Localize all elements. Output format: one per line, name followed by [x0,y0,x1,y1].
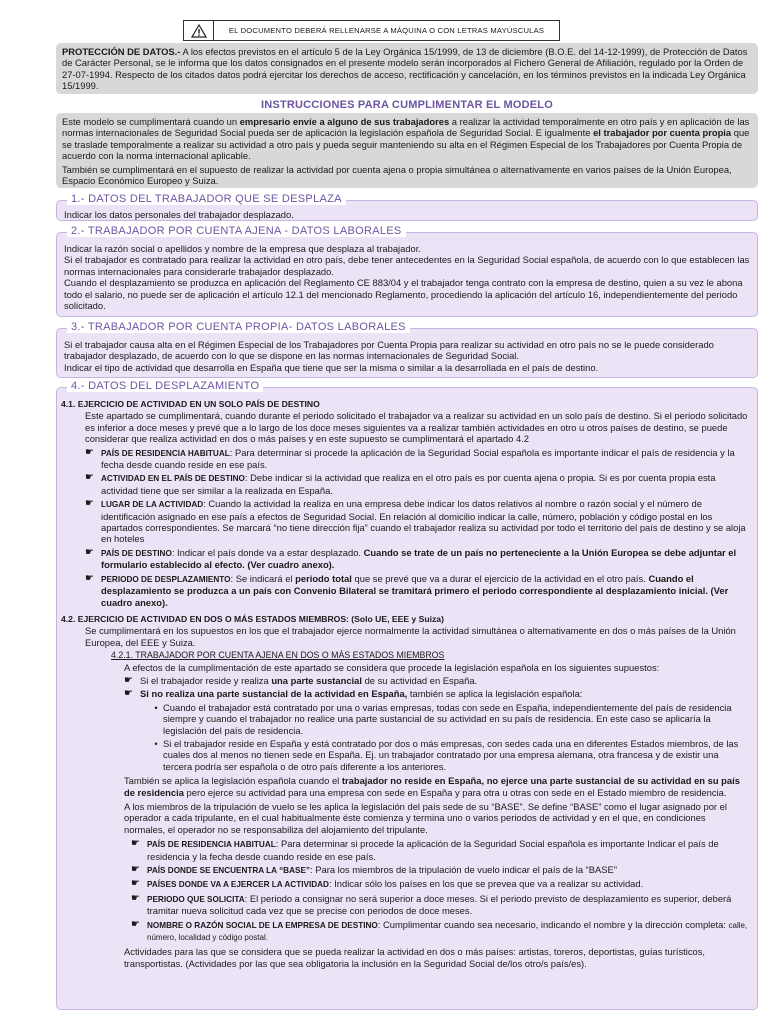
item-label: PAÍS DONDE SE ENCUENTRA LA “BASE” [147,866,311,876]
top-notice-text: EL DOCUMENTO DEBERÁ RELLENARSE A MÁQUINA O CON LETRAS MAYÚSCULAS [228,25,545,35]
item-text: : Para los miembros de la tripulación de vuelo indicar el país de la “BASE” [310,864,617,876]
instructions-paragraph-2: También se cumplimentará en el supuesto de realizar la actividad por cuenta ajena o propia simultánea o alternativamente en varios países de la Unión Europea, Espacio Económico Europeo y Suiza. [62,163,732,187]
item-text: : Debe indicar si la actividad que realiza en el otro país es por cuenta ajena o propia. Si es por cuenta propia esta actividad tiene que ser similar a la realizada en España. [101,472,716,496]
pointing-hand-icon: ☛ [85,498,94,510]
item-text: : Se indicará el [230,572,296,584]
list-item [131,878,749,890]
data-protection-box [56,43,758,94]
pointing-hand-icon: ☛ [124,674,133,686]
item-text: : Para determinar si procede la aplicación de la Seguridad Social española es importante Indicar el país de residencia y la fecha desde cuando reside en ese país. [147,838,719,862]
list-item [124,688,749,699]
pointing-hand-icon: ☛ [131,864,140,876]
section-3 [56,321,758,378]
instr-bold: el trabajador por cuenta propia [593,127,732,139]
pointing-hand-icon: ☛ [131,838,140,850]
item-label: PAÍS DE RESIDENCIA HABITUAL [101,448,230,458]
item-text: Si el trabajador reside y realiza [140,674,272,686]
instructions-title: INSTRUCCIONES PARA CUMPLIMENTAR EL MODELO [261,99,553,111]
para-bold: trabajador no reside en España, no ejerce una parte sustancial de su actividad en su país de residencia [124,775,740,798]
bullet-item [149,738,749,772]
section-2-paragraph: Si el trabajador es contratado para realizar la actividad en otro país, debe tener antecedentes en la Seguridad Social española, de acuerdo con lo que establecen las normas internacionales para considerarle trabajador desplazado. [64,254,750,277]
flight-crew-paragraph: A los miembros de la tripulación de vuelo se les aplica la legislación del país sede de su “BASE”. Se define “BASE” como el lugar asignado por el operador a cada tripulante, en el cual habitualmente éste comienza y termina uno o varios periodos de actividad y en el que, en condiciones normales, el operador no se responsabiliza del alojamiento del tripulante. [124,801,727,835]
para-text: También se aplica la legislación española cuando el [124,775,342,787]
data-protection-text: A los efectos previstos en el artículo 5 de la Ley Orgánica 15/1999, de 13 de diciembre (B.O.E. del 14-12-1999), de Protección de Datos de Carácter Personal, se le informa que los datos consignados en el presente modelo serán incorporados al Fichero General de Afiliación, regulado por la Orden de 27-07-1994. Respecto de los citados datos podrá ejercitar los derechos de acceso, rectificación y cancelación, en los términos previstos en la indicada Ley Orgánica 15/1999. [62,46,748,92]
instr-text: que se traslade temporalmente a realizar su actividad a otro país y pueda seguir manteniendo su alta en el Régimen Especial de los Trabajadores por Cuenta Propia de acuerdo con la norma internacional aplicable. [62,127,750,162]
item-text: : Para determinar si procede la aplicación de la Seguridad Social española es importante indicar el país de residencia y la fecha desde cuando reside en ese país. [101,446,735,471]
subsection-4-1-title: 4.1. EJERCICIO DE ACTIVIDAD EN UN SOLO PAÍS DE DESTINO [61,399,320,409]
pointing-hand-icon: ☛ [85,572,94,584]
item-label: PAÍS DE DESTINO [101,548,172,558]
section-3-paragraph: Si el trabajador causa alta en el Régimen Especial de los Trabajadores por Cuenta Propia para realizar su actividad en otro país no se le puede considerado trabajador desplazado, de acuerdo con lo que se dispone en las normas internacionales de Seguridad Social. [64,339,714,362]
item-text: : Indicar sólo los países en los que se prevea que va a realizar su actividad. [328,878,644,890]
section-1-text: Indicar los datos personales del trabajador desplazado. [64,209,294,220]
pointing-hand-icon: ☛ [124,688,133,700]
section-3-title: 3.- TRABAJADOR POR CUENTA PROPIA- DATOS LABORALES [67,322,410,333]
data-protection-title: PROTECCIÓN DE DATOS.- [62,46,181,57]
item-bold: una parte sustancial [271,674,362,686]
bullet-icon: • [154,737,158,749]
warning-icon [184,21,214,40]
pointing-hand-icon: ☛ [131,918,140,930]
list-item [85,573,749,608]
list-item [131,893,749,917]
item-text: que se prevé que va a durar el ejercicio de la actividad en el otro país. [351,572,649,584]
section-2 [56,225,758,317]
final-paragraph: Actividades para las que se considera que se pueda realizar la actividad en dos o más países: artistas, toreros, deportistas, guías turísticos, transportistas. (Actividades por las que sea obligatoria la inclusión en la Seguridad Social de/los otro/s país/es). [124,946,706,969]
list-item [85,547,749,571]
top-notice-bar [183,20,560,41]
section-4-title: 4.- DATOS DEL DESPLAZAMIENTO [67,381,263,392]
list-item [131,838,749,862]
item-text: de su actividad en España. [361,674,478,686]
item-text: : Indicar el país donde va a estar desplazado. [171,546,364,558]
item-label: PERIODO DE DESPLAZAMIENTO [101,574,231,584]
item-label: PAÍS DE RESIDENCIA HABITUAL [147,840,276,850]
list-item [131,864,749,876]
also-applies-paragraph [61,775,749,798]
section-3-paragraph: Indicar el tipo de actividad que desarrolla en España que tiene que ser la misma o similar a la desarrollada en el país de destino. [64,361,599,373]
section-2-title: 2.- TRABAJADOR POR CUENTA AJENA - DATOS LABORALES [67,226,406,237]
section-1-title: 1.- DATOS DEL TRABAJADOR QUE SE DESPLAZA [67,194,346,205]
subsection-4-2-title: 4.2. EJERCICIO DE ACTIVIDAD EN DOS O MÁS ESTADOS MIEMBROS: (Solo UE, EEE y Suiza) [61,613,444,624]
item-text: : El periodo a consignar no será superior a doce meses. Si el periodo previsto de desplazamiento es superior, deberá tramitar nueva solicitud cada vez que se precise con periodos de doce meses. [147,892,732,917]
item-label: PAÍSES DONDE VA A EJERCER LA ACTIVIDAD [147,880,329,890]
flight-crew-list [61,838,749,943]
subsection-4-2-1-title: 4.2.1. TRABAJADOR POR CUENTA AJENA EN DOS O MÁS ESTADOS MIEMBROS [111,650,445,661]
bullet-icon: • [154,701,158,713]
bullet-text: Cuando el trabajador está contratado por una o varias empresas, todas con sede en España, independientemente del país de residencia siempre y cuando el trabajador no realice una parte sustancial de su actividad en su país de residencia. En este caso se aplicaría la legislación del país de residencia. [163,701,732,736]
list-item [85,498,749,545]
para-text: pero ejerce su actividad para una empresa con sede en España y para otra u otras con sede en el Estado miembro de residencia. [183,786,727,798]
subsection-4-2-1-text: A efectos de la cumplimentación de este apartado se considera que procede la legislación española en los siguientes supuestos: [124,661,660,673]
subsection-4-2-text: Se cumplimentará en los supuestos en los que el trabajador ejerce normalmente la actividad simultánea o alternativamente en dos o más países de la Unión Europea, del EEE y Suiza. [85,625,736,648]
section-4 [56,380,758,1010]
bullet-text: Si el trabajador reside en España y está contratado por dos o más empresas, con sedes cada una en diferentes Estados miembros, de las cuales dos al menos no tienen sede en España. Ej. un trabajador contratado por una empresa alemana, otra francesa y de existir una tercera podría ser española o de otro país diferente a los anteriores. [163,737,739,772]
pointing-hand-icon: ☛ [131,892,140,904]
subsection-4-1-text: Este apartado se cumplimentará, cuando durante el periodo solicitado el trabajador va a realizar su actividad en un solo país de destino. Si el periodo solicitado es inferior a doce meses y prevé que a lo largo de los doce meses siguientes va a realizar también actividades en otro u otros países de destino, se puede considerar que realiza actividad en dos o más países y en este supuesto se cumplimentará el apartado 4.2 [85,410,748,445]
item-label: PERIODO QUE SOLICITA [147,894,245,904]
bullet-item [149,702,749,736]
section-1 [56,193,758,221]
instr-text: Este modelo se cumplimentará cuando un [62,116,240,127]
item-bold: periodo total [295,572,352,584]
item-text: también se aplica la legislación española: [407,688,583,700]
instructions-box [56,113,758,188]
instr-text: a realizar la actividad temporalmente en otro país y en aplicación de las normas internacionales de Seguridad Social pueda ser de aplicación la legislación española de Seguridad Social. E igualmente [62,116,750,139]
pointing-hand-icon: ☛ [131,878,140,890]
list-item [124,675,749,686]
item-label: ACTIVIDAD EN EL PAÍS DE DESTINO [101,474,245,484]
item-bold-note: Cuando se trate de un país no perteneciente a la Unión Europea se debe adjuntar el formulario establecido al efecto. (Ver cuadro anexo). [101,546,737,571]
section-2-paragraph: Indicar la razón social o apellidos y nombre de la empresa que desplaza al trabajador. [64,243,421,254]
section-2-paragraph: Cuando el desplazamiento se produzca en aplicación del Reglamento CE 883/04 y el trabajador tenga contrato con la empresa de destino, quien a su vez le abona todo el salario, no puede ser de aplicación el artículo 12.1 del mencionado Reglamento, procediendo la aplicación del artículo 16, independientemente del periodo solicitado. [64,277,743,312]
pointing-hand-icon: ☛ [85,446,94,458]
pointing-hand-icon: ☛ [85,472,94,484]
item-bold-note: Cuando el desplazamiento se produzca a un país con Convenio Bilateral se tramitará primero el periodo correspondiente al desplazamiento inicial. (Ver cuadro anexo). [101,572,729,608]
item-label: LUGAR DE LA ACTIVIDAD [101,500,204,510]
instr-bold: empresario envíe a alguno de sus trabajadores [239,116,450,127]
item-small-text: calle, número, localidad y código postal. [147,920,748,943]
item-bold: Si no realiza una parte sustancial de la actividad en España, [140,688,408,700]
instructions-paragraph-1 [62,116,752,162]
item-text: : Cumplimentar cuando sea necesario, indicando el nombre y la dirección completa: [377,918,729,930]
list-item [85,472,749,496]
item-label: NOMBRE O RAZÓN SOCIAL DE LA EMPRESA DE DESTINO [147,920,378,930]
list-item [131,919,749,944]
pointing-hand-icon: ☛ [85,546,94,558]
list-item [85,447,749,471]
item-text: : Cuando la actividad la realiza en una empresa debe indicar los datos relativos al nombre o razón social y el número de identificación asignado en ese país a efectos de Seguridad Social. En relación al domicilio indicar la calle, número, población y código postal en los apartados correspondientes. Se marcará “no tiene dirección fija” cuando el trabajador realiza su actividad por todo el territorio del país de destino y se aloja en hoteles [101,498,746,545]
items-4-1-list [61,447,749,608]
